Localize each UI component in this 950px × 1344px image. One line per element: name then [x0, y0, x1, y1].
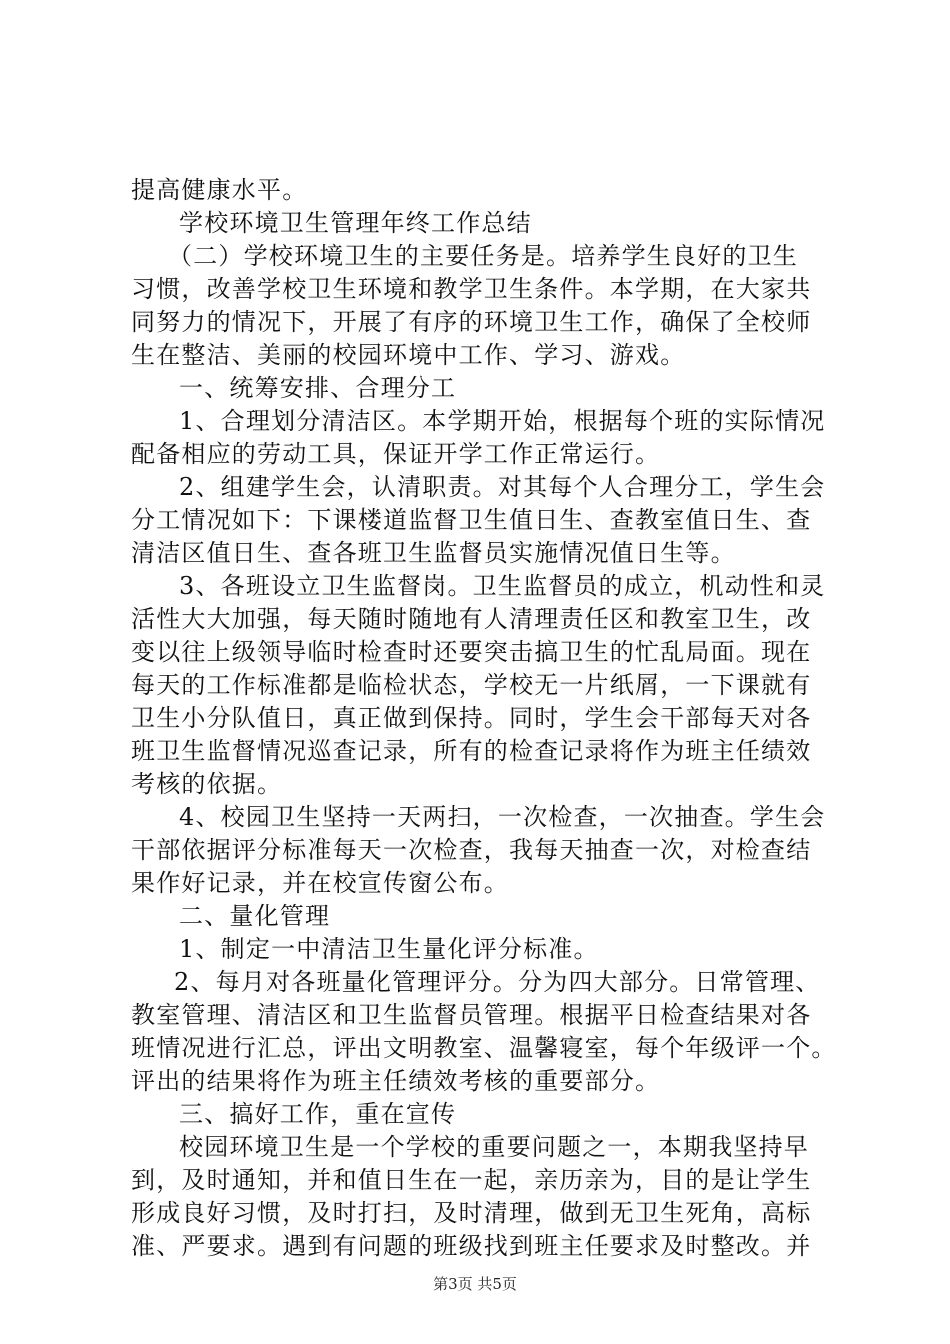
- text-line: 班卫生监督情况巡查记录，所有的检查记录将作为班主任绩效: [131, 737, 812, 765]
- text-line: 生在整洁、美丽的校园环境中工作、学习、游戏。: [131, 341, 686, 369]
- text-line: 每天的工作标准都是临检状态，学校无一片纸屑，一下课就有: [131, 671, 812, 699]
- text-line: 分工情况如下：下课楼道监督卫生值日生、查教室值日生、查: [131, 506, 812, 534]
- text-line: 干部依据评分标准每天一次检查，我每天抽查一次，对检查结: [131, 836, 812, 864]
- text-line: 校园环境卫生是一个学校的重要问题之一，本期我坚持早: [179, 1133, 809, 1161]
- page-number-footer: 第3页 共5页: [433, 1275, 517, 1293]
- text-line: 卫生小分队值日，真正做到保持。同时，学生会干部每天对各: [131, 704, 812, 732]
- text-line: 形成良好习惯，及时打扫，及时清理，做到无卫生死角，高标: [131, 1199, 812, 1227]
- text-line: （二）学校环境卫生的主要任务是。培养学生良好的卫生: [168, 242, 798, 270]
- section-title: 学校环境卫生管理年终工作总结: [179, 209, 532, 237]
- text-line: 班情况进行汇总，评出文明教室、温馨寝室，每个年级评一个。: [131, 1034, 837, 1062]
- text-line: 4、校园卫生坚持一天两扫，一次检查，一次抽查。学生会: [179, 803, 826, 831]
- text-line: 变以往上级领导临时检查时还要突击搞卫生的忙乱局面。现在: [131, 638, 812, 666]
- text-line: 1、合理划分清洁区。本学期开始，根据每个班的实际情况: [179, 407, 826, 435]
- section-heading: 二、量化管理: [179, 902, 331, 930]
- section-heading: 一、统筹安排、合理分工: [179, 374, 457, 402]
- text-line: 教室管理、清洁区和卫生监督员管理。根据平日检查结果对各: [131, 1001, 812, 1029]
- text-line: 3、各班设立卫生监督岗。卫生监督员的成立，机动性和灵: [179, 572, 826, 600]
- text-line: 清洁区值日生、查各班卫生监督员实施情况值日生等。: [131, 539, 736, 567]
- text-line: 习惯，改善学校卫生环境和教学卫生条件。本学期，在大家共: [131, 275, 812, 303]
- section-heading: 三、搞好工作，重在宣传: [179, 1100, 457, 1128]
- text-line: 考核的依据。: [131, 770, 283, 798]
- text-line: 评出的结果将作为班主任绩效考核的重要部分。: [131, 1067, 661, 1095]
- text-line: 同努力的情况下，开展了有序的环境卫生工作，确保了全校师: [131, 308, 812, 336]
- text-line: 2、组建学生会，认清职责。对其每个人合理分工，学生会: [179, 473, 826, 501]
- text-line: 配备相应的劳动工具，保证开学工作正常运行。: [131, 440, 661, 468]
- text-line: 2、每月对各班量化管理评分。分为四大部分。日常管理、: [174, 968, 821, 996]
- text-line: 提高健康水平。: [131, 176, 308, 204]
- text-line: 准、严要求。遇到有问题的班级找到班主任要求及时整改。并: [131, 1232, 812, 1260]
- text-line: 1、制定一中清洁卫生量化评分标准。: [179, 935, 599, 963]
- text-line: 果作好记录，并在校宣传窗公布。: [131, 869, 509, 897]
- text-line: 活性大大加强，每天随时随地有人清理责任区和教室卫生，改: [131, 605, 812, 633]
- text-line: 到，及时通知，并和值日生在一起，亲历亲为，目的是让学生: [131, 1166, 812, 1194]
